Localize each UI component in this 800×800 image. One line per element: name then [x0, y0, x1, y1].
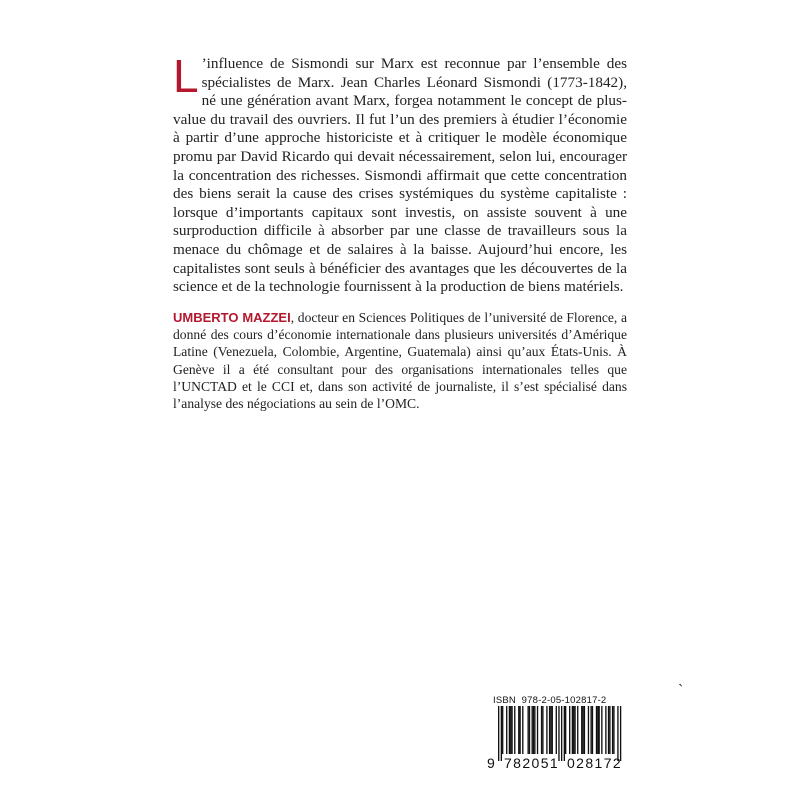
- author-bio-text: , docteur en Sciences Politiques de l’université de Florence, a donné des cours d’économie internationale dans plusieurs universités d’Amérique Latine (Venezuela, Colombie, Argentine, Guatemala) ainsi qu’aux États-Unis. À Genève il a été consultant pour des organisations internationales telles que l’UNCTAD et le CCI et, dans son activité de journaliste, il s’est spécialisé dans l’analyse des négociations au sein de l’OMC.: [173, 310, 628, 412]
- isbn-number: [493, 695, 629, 706]
- synopsis-text: ’influence de Sismondi sur Marx est reconnue par l’ensemble des spécialistes de Marx. Jean Charles Léonard Sismondi (1773-1842), né une génération avant Marx, forgea notamment le concept de plus-value du travail des ouvriers. Il fut l’un des premiers à étudier l’économie à partir d’une approche historiciste et à critiquer le modèle économique promu par David Ricardo qui devait nécessairement, selon lui, encourager la concentration des richesses. Sismondi affirmait que cette concentration des biens serait la cause des crises systémiques du système capitaliste : lorsque d’importants capitaux sont investis, on assiste souvent à une surproduction difficile à absorber par une classe de travailleurs sous la menace du chômage et de salaires à la baisse. Aujourd’hui encore, les capitalistes sont seuls à bénéficier des avantages que les découvertes de la science et de la technologie fournissent à la production de biens matériels.: [173, 55, 627, 296]
- synopsis-paragraph: [173, 50, 627, 297]
- barcode-digits-left: 782051: [504, 755, 560, 771]
- author-bio: [173, 309, 627, 412]
- barcode-digits: [487, 755, 629, 775]
- stray-mark: `: [678, 682, 684, 699]
- barcode-digits-right: 028172: [567, 755, 623, 771]
- isbn-label: ISBN: [493, 695, 516, 706]
- drop-cap: L: [173, 50, 199, 102]
- isbn-barcode: [487, 695, 630, 779]
- barcode-digit-first: 9: [487, 755, 497, 771]
- barcode-bars: [487, 706, 630, 762]
- isbn-value: 978-2-05-102817-2: [521, 695, 607, 706]
- author-name: UMBERTO MAZZEI: [173, 310, 291, 325]
